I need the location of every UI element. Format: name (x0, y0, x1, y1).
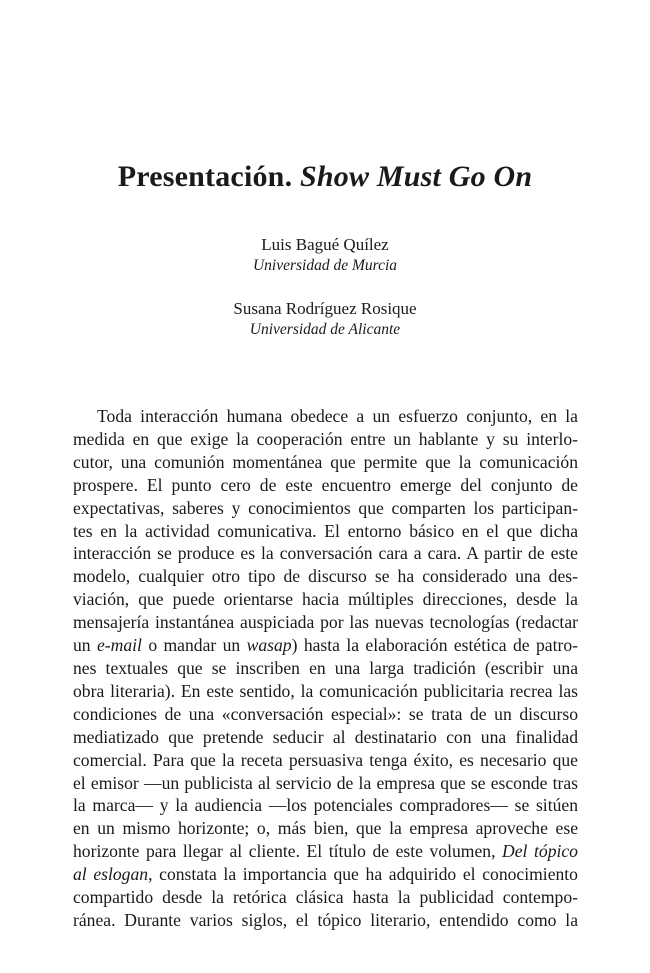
text-run-italic: Del tópico (502, 841, 578, 862)
body-line: obra literaria). En este sentido, la comunicación publicitaria recrea las (73, 680, 578, 701)
author-affiliation: Universidad de Alicante (249, 321, 401, 338)
title-italic: Show Must Go On (299, 160, 533, 193)
text-run-italic: al eslogan (73, 864, 149, 885)
author-name: Susana Rodríguez Rosique (233, 299, 417, 318)
body-line: tes en la actividad comunicativa. El entorno básico en el que dicha (73, 520, 578, 541)
body-line (73, 634, 578, 657)
title-main: Presentación. (117, 160, 300, 193)
author-affiliation: Universidad de Murcia (252, 257, 398, 274)
text-run: o mandar un (141, 635, 247, 656)
body-line: interacción se produce es la conversación cara a cara. A partir de este (73, 543, 578, 564)
body-line: compartido desde la retórica clásica hasta la publicidad contempo- (73, 887, 578, 908)
text-run-italic: wasap (246, 635, 292, 656)
body-paragraph (73, 405, 578, 932)
author-name: Luis Bagué Quílez (261, 235, 389, 254)
author-2 (0, 298, 650, 340)
page-title (0, 160, 650, 194)
text-run: un (73, 635, 97, 656)
body-line: modelo, cualquier otro tipo de discurso se ha considerado una des- (73, 566, 578, 587)
text-run: horizonte para llegar al cliente. El título de este volumen, (73, 841, 503, 862)
body-line: cutor, una comunión momentánea que permite que la comunicación (73, 451, 578, 472)
body-line: la marca— y la audiencia —los potenciales compradores— se sitúen (73, 795, 578, 816)
body-line (73, 863, 578, 886)
author-1 (0, 234, 650, 276)
body-line: Toda interacción humana obedece a un esfuerzo conjunto, en la (97, 406, 578, 426)
body-line: mensajería instantánea auspiciada por las nuevas tecnologías (redactar (73, 612, 578, 633)
body-line: condiciones de una «conversación especial»: se trata de un discurso (73, 703, 578, 724)
text-run-italic: e-mail (96, 635, 142, 656)
body-line: prospere. El punto cero de este encuentro emerge del conjunto de (73, 474, 578, 495)
body-line: nes textuales que se inscriben en una larga tradición (escribir una (73, 657, 578, 678)
body-line: viación, que puede orientarse hacia múltiples direcciones, desde la (73, 589, 578, 610)
body-line (73, 840, 578, 863)
text-run: , constata la importancia que ha adquirido el conocimiento (148, 864, 578, 885)
body-line: el emisor —un publicista al servicio de la empresa que se esconde tras (73, 772, 578, 793)
body-line: en un mismo horizonte; o, más bien, que la empresa aproveche ese (73, 818, 578, 839)
body-line: medida en que exige la cooperación entre un hablante y su interlo- (73, 428, 578, 449)
author-list (0, 234, 650, 362)
text-run: ) hasta la elaboración estética de patro- (291, 635, 578, 656)
body-line: expectativas, saberes y conocimientos que comparten los participan- (73, 497, 578, 518)
body-line: ránea. Durante varios siglos, el tópico literario, entendido como la (73, 909, 578, 930)
body-line: mediatizado que pretende seducir al destinatario con una finalidad (73, 726, 578, 747)
body-line: comercial. Para que la receta persuasiva tenga éxito, es necesario que (73, 749, 578, 770)
